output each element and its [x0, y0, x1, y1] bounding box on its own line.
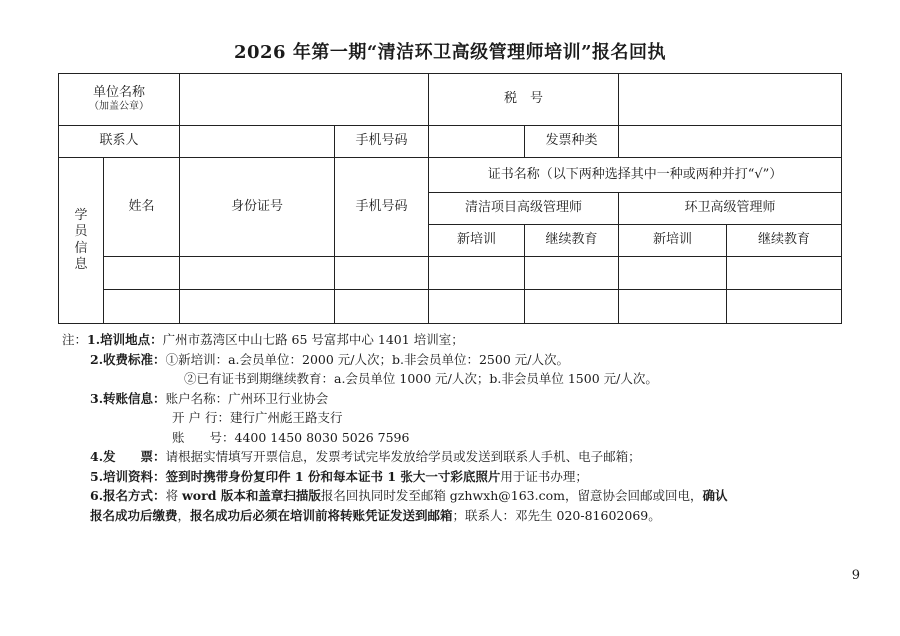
student-mobile-field[interactable]: [335, 257, 429, 290]
student-name-field[interactable]: [104, 290, 180, 324]
note-3-bank: [62, 408, 842, 428]
note-6-line2-bold2: 报名成功后必须在培训前将转账凭证发送到邮箱: [190, 507, 453, 523]
note-3-account: [62, 428, 842, 448]
note-1: [62, 330, 842, 350]
student-info-label: [59, 158, 104, 324]
note-3-line3: 账 号：4400 1450 8030 5026 7596: [172, 429, 410, 445]
mobile-label: 手机号码: [335, 126, 429, 158]
unit-name-label-cell: [59, 74, 180, 126]
cert1-continue-check[interactable]: [525, 290, 619, 324]
cert1-new-check[interactable]: [429, 290, 525, 324]
registration-form-table: [58, 73, 842, 324]
note-5-rest: 用于证书办理；: [500, 468, 588, 484]
student-mobile-field[interactable]: [335, 290, 429, 324]
note-4-label: 4.发 票：: [90, 449, 166, 464]
contact-field[interactable]: [180, 126, 335, 158]
note-6-label: 6.报名方式：: [90, 488, 166, 503]
note-6-line2-bold1: 报名成功后缴费: [90, 507, 178, 523]
note-1-text: 广州市荔湾区中山七路 65 号富邦中心 1401 培训室；: [162, 332, 464, 347]
invoice-label: 发票种类: [525, 126, 619, 158]
student-name-field[interactable]: [104, 257, 180, 290]
note-4: [62, 447, 842, 467]
note-6-line2-sep: ，: [177, 507, 191, 523]
note-5-bold: 签到时携带身份复印件 1 份和每本证书 1 张大一寸彩底照片: [165, 468, 501, 484]
student-info-char: 学: [74, 208, 88, 223]
cert2-continue-check[interactable]: [727, 290, 842, 324]
note-3: [62, 389, 842, 409]
unit-name-field[interactable]: [180, 74, 429, 126]
student-info-char: 员: [74, 224, 88, 240]
note-2-label: 2.收费标准：: [90, 351, 166, 367]
cert2-continue-edu: 继续教育: [727, 225, 842, 257]
student-info-char: 息: [74, 256, 88, 272]
cert1-continue-edu: 继续教育: [525, 225, 619, 257]
note-6-a: 将: [165, 488, 183, 503]
note-6-b: word 版本和盖章扫描版: [182, 488, 321, 503]
note-3-line1: 账户名称：广州环卫行业协会: [165, 390, 329, 406]
note-6-d: 确认: [702, 488, 728, 503]
cert-sanitation-manager: 环卫高级管理师: [619, 193, 842, 225]
note-6-cont: [62, 506, 842, 526]
invoice-field[interactable]: [619, 126, 842, 158]
notes-section: [62, 330, 842, 525]
note-3-label: 3.转账信息：: [90, 390, 166, 406]
note-6-c: 报名回执同时发至邮箱 gzhwxh@163.com，留意协会回邮或回电，: [320, 488, 703, 503]
name-header: 姓名: [104, 158, 180, 257]
note-2-line2: ②已有证书到期继续教育：a.会员单位 1000 元/人次；b.非会员单位 1500 元/人次。: [184, 371, 658, 386]
unit-name-label: 单位名称: [92, 85, 145, 101]
cert-cleaning-manager: 清洁项目高级管理师: [429, 193, 619, 225]
page-title: 2026 年第一期“清洁环卫高级管理师培训”报名回执: [233, 42, 667, 63]
note-6-line2-rest: ；联系人：邓先生 020-81602069。: [452, 507, 661, 523]
cert1-continue-check[interactable]: [525, 257, 619, 290]
id-header: 身份证号: [180, 158, 335, 257]
cert1-new-training: 新培训: [429, 225, 525, 257]
unit-name-sublabel: （加盖公章）: [89, 101, 149, 113]
cert-header: 证书名称（以下两种选择其中一种或两种并打“√”）: [429, 158, 842, 193]
student-info-char: 信: [74, 240, 88, 256]
tax-label: 税 号: [429, 74, 619, 126]
cert2-new-check[interactable]: [619, 290, 727, 324]
page-number: 9: [851, 568, 860, 583]
cert2-new-training: 新培训: [619, 225, 727, 257]
note-4-text: 请根据实情填写开票信息，发票考试完毕发放给学员或发送到联系人手机、电子邮箱；: [165, 449, 641, 464]
cert2-new-check[interactable]: [619, 257, 727, 290]
note-5: [62, 467, 842, 487]
cert2-continue-check[interactable]: [727, 257, 842, 290]
student-id-field[interactable]: [180, 257, 335, 290]
notes-prefix: 注：: [62, 332, 88, 347]
mobile-field[interactable]: [429, 126, 525, 158]
note-3-line2: 开 户 行：建行广州彪王路支行: [172, 410, 343, 425]
note-5-label: 5.培训资料：: [90, 468, 166, 484]
student-id-field[interactable]: [180, 290, 335, 324]
note-2-line1: ①新培训：a.会员单位：2000 元/人次；b.非会员单位：2500 元/人次。: [165, 351, 569, 367]
note-1-label: 1.培训地点：: [87, 332, 163, 347]
cert1-new-check[interactable]: [429, 257, 525, 290]
note-2-cont: [62, 369, 842, 389]
tax-field[interactable]: [619, 74, 842, 126]
note-2: [62, 350, 842, 370]
contact-label: 联系人: [59, 126, 180, 158]
note-6: [62, 486, 842, 506]
mobile-header: 手机号码: [335, 158, 429, 257]
